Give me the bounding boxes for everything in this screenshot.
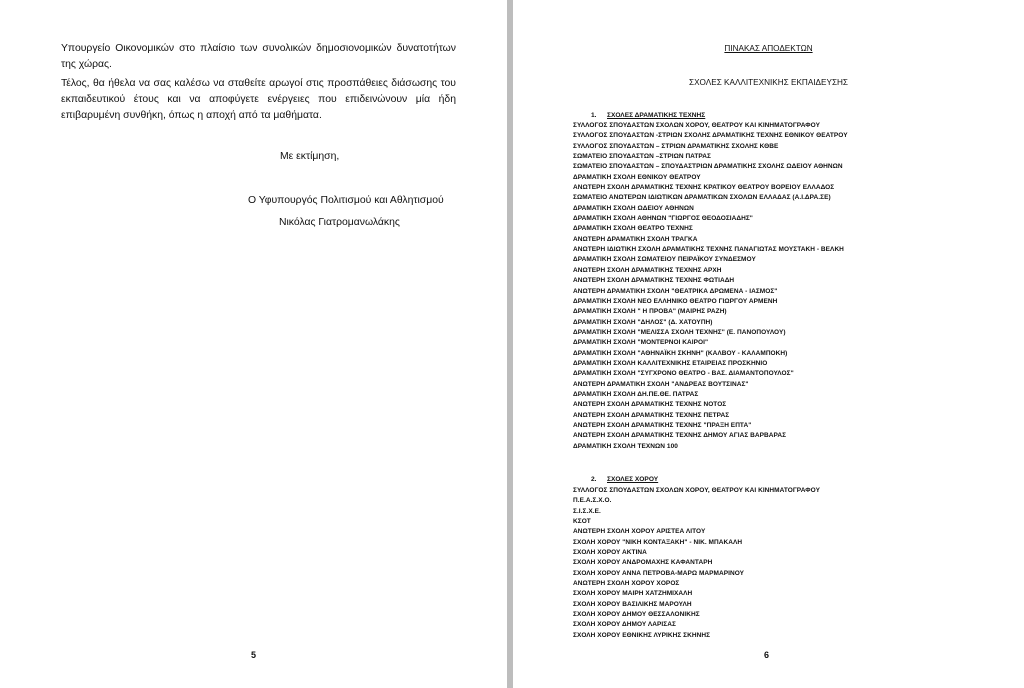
recipient-list-item: ΣΧΟΛΗ ΧΟΡΟΥ ΔΗΜΟΥ ΛΑΡΙΣΑΣ [573, 621, 676, 629]
recipient-list-item: ΣΧΟΛΗ ΧΟΡΟΥ ΜΑΙΡΗ ΧΑΤΖΗΜΙΧΑΛΗ [573, 590, 693, 598]
recipient-list-item: ΔΡΑΜΑΤΙΚΗ ΣΧΟΛΗ ΕΘΝΙΚΟΥ ΘΕΑΤΡΟΥ [573, 173, 701, 181]
drama-schools-list [573, 121, 848, 452]
recipient-list-item: ΑΝΩΤΕΡΗ ΣΧΟΛΗ ΔΡΑΜΑΤΙΚΗΣ ΤΕΧΝΗΣ ΝΟΤΟΣ [573, 401, 727, 409]
section-number: 2. [591, 476, 597, 483]
recipient-list-item: ΔΡΑΜΑΤΙΚΗ ΣΧΟΛΗ ΚΑΛΛΙΤΕΧΝΙΚΗΣ ΕΤΑΙΡΕΙΑΣ ΠΡΟΣΚΗΝΙΟ [573, 359, 768, 367]
recipient-list-item: ΔΡΑΜΑΤΙΚΗ ΣΧΟΛΗ "ΑΘΗΝΑΪΚΗ ΣΚΗΝΗ" (ΚΑΛΒΟΥ - ΚΑΛΑΜΠΟΚΗ) [573, 349, 788, 357]
recipient-list-item: ΑΝΩΤΕΡΗ ΣΧΟΛΗ ΔΡΑΜΑΤΙΚΗΣ ΤΕΧΝΗΣ ΚΡΑΤΙΚΟΥ ΘΕΑΤΡΟΥ ΒΟΡΕΙΟΥ ΕΛΛΑΔΟΣ [573, 184, 835, 192]
recipient-list-item: ΣΧΟΛΗ ΧΟΡΟΥ ΒΑΣΙΛΙΚΗΣ ΜΑΡΟΥΛΗ [573, 600, 692, 608]
page-number-right: 6 [764, 650, 770, 660]
section-number: 1. [591, 112, 597, 119]
recipient-list-item: ΔΡΑΜΑΤΙΚΗ ΣΧΟΛΗ "ΣΥΓΧΡΟΝΟ ΘΕΑΤΡΟ - ΒΑΣ. ΔΙΑΜΑΝΤΟΠΟΥΛΟΣ" [573, 370, 794, 378]
section-title: ΣΧΟΛΕΣ ΧΟΡΟΥ [607, 476, 659, 483]
letter-paragraph-1: Υπουργείο Οικονομικών στο πλαίσιο των συνολικών δημοσιονομικών δυνατοτήτων της χώρας. [61, 43, 456, 70]
signatory-name: Νικόλας Γιατρομανωλάκης [279, 217, 400, 228]
recipients-subtitle: ΣΧΟΛΕΣ ΚΑΛΛΙΤΕΧΝΙΚΗΣ ΕΚΠΑΙΔΕΥΣΗΣ [689, 78, 848, 87]
recipient-list-item: ΔΡΑΜΑΤΙΚΗ ΣΧΟΛΗ "ΜΕΛΙΣΣΑ ΣΧΟΛΗ ΤΕΧΝΗΣ" (Ε. ΠΑΝΟΠΟΥΛΟΥ) [573, 328, 786, 336]
recipient-list-item: ΔΡΑΜΑΤΙΚΗ ΣΧΟΛΗ " Η ΠΡΟΒΑ" (ΜΑΙΡΗΣ ΡΑΖΗ) [573, 308, 727, 316]
recipient-list-item: ΣΧΟΛΗ ΧΟΡΟΥ ΑΝΔΡΟΜΑΧΗΣ ΚΑΦΑΝΤΑΡΗ [573, 559, 713, 567]
letter-closing: Με εκτίμηση, [280, 151, 340, 162]
letter-paragraph-2: Τέλος, θα ήθελα να σας καλέσω να σταθείτε αρωγοί στις προσπάθειες διάσωσης του εκπαιδευτικού έτους και να αποφύγετε ενέργειες που επιδεινώνουν μία ήδη επιβαρυμένη συνθήκη, όπως η αποχή από τα μαθήματα. [61, 78, 456, 121]
recipients-title: ΠΙΝΑΚΑΣ ΑΠΟΔΕΚΤΩΝ [724, 44, 813, 53]
recipient-list-item: ΣΥΛΛΟΓΟΣ ΣΠΟΥΔΑΣΤΩΝ ΣΧΟΛΩΝ ΧΟΡΟΥ, ΘΕΑΤΡΟΥ ΚΑΙ ΚΙΝΗΜΑΤΟΓΡΑΦΟΥ [573, 122, 820, 129]
recipient-list-item: ΑΝΩΤΕΡΗ ΣΧΟΛΗ ΧΟΡΟΥ ΧΟΡΟΣ [573, 580, 680, 588]
recipient-list-item: ΣΥΛΛΟΓΟΣ ΣΠΟΥΔΑΣΤΩΝ – ΣΤΡΙΩΝ ΔΡΑΜΑΤΙΚΗΣ ΣΧΟΛΗΣ ΚΘΒΕ [573, 142, 779, 150]
recipient-list-item: ΑΝΩΤΕΡΗ ΙΔΙΩΤΙΚΗ ΣΧΟΛΗ ΔΡΑΜΑΤΙΚΗΣ ΤΕΧΝΗΣ ΠΑΝΑΓΙΩΤΑΣ ΜΟΥΣΤΑΚΗ - ΒΕΛΚΗ [573, 246, 844, 254]
recipient-list-item: ΣΧΟΛΗ ΧΟΡΟΥ ΕΘΝΙΚΗΣ ΛΥΡΙΚΗΣ ΣΚΗΝΗΣ [573, 631, 711, 639]
recipient-list-item: ΔΡΑΜΑΤΙΚΗ ΣΧΟΛΗ "ΜΟΝΤΕΡΝΟΙ ΚΑΙΡΟΙ" [573, 339, 709, 347]
recipient-list-item: Π.Ε.Α.Σ.Χ.Ο. [573, 497, 612, 505]
recipient-list-item: ΚΣΟΤ [573, 518, 591, 526]
recipient-list-item: ΔΡΑΜΑΤΙΚΗ ΣΧΟΛΗ ΤΕΧΝΩΝ 100 [573, 442, 678, 450]
recipient-list-item: ΣΧΟΛΗ ΧΟΡΟΥ ΑΚΤΙΝΑ [573, 549, 647, 557]
recipient-list-item: ΑΝΩΤΕΡΗ ΔΡΑΜΑΤΙΚΗ ΣΧΟΛΗ "ΘΕΑΤΡΙΚΑ ΔΡΩΜΕΝΑ - ΙΑΣΜΟΣ" [573, 287, 778, 295]
recipient-list-item: ΣΧΟΛΗ ΧΟΡΟΥ ΑΝΝΑ ΠΕΤΡΟΒΑ-ΜΑΡΩ ΜΑΡΜΑΡΙΝΟΥ [573, 569, 745, 577]
recipient-list-item: ΑΝΩΤΕΡΗ ΔΡΑΜΑΤΙΚΗ ΣΧΟΛΗ "ΑΝΔΡΕΑΣ ΒΟΥΤΣΙΝΑΣ" [573, 380, 749, 388]
recipient-list-item: ΔΡΑΜΑΤΙΚΗ ΣΧΟΛΗ ΣΩΜΑΤΕΙΟΥ ΠΕΙΡΑΪΚΟΥ ΣΥΝΔΕΣΜΟΥ [573, 256, 756, 264]
recipient-list-item: ΑΝΩΤΕΡΗ ΣΧΟΛΗ ΔΡΑΜΑΤΙΚΗΣ ΤΕΧΝΗΣ ΦΩΤΙΑΔΗ [573, 277, 735, 285]
recipient-list-item: ΑΝΩΤΕΡΗ ΣΧΟΛΗ ΔΡΑΜΑΤΙΚΗΣ ΤΕΧΝΗΣ "ΠΡΑΞΗ ΕΠΤΑ" [573, 421, 752, 429]
signatory-title: Ο Υφυπουργός Πολιτισμού και Αθλητισμού [248, 195, 444, 206]
section-heading-drama [591, 112, 705, 119]
recipient-list-item: ΣΩΜΑΤΕΙΟ ΣΠΟΥΔΑΣΤΩΝ –ΣΤΡΙΩΝ ΠΑΤΡΑΣ [573, 153, 712, 161]
recipient-list-item: ΔΡΑΜΑΤΙΚΗ ΣΧΟΛΗ ΩΔΕΙΟΥ ΑΘΗΝΩΝ [573, 204, 694, 212]
recipient-list-item: ΣΥΛΛΟΓΟΣ ΣΠΟΥΔΑΣΤΩΝ -ΣΤΡΙΩΝ ΣΧΟΛΗΣ ΔΡΑΜΑΤΙΚΗΣ ΤΕΧΝΗΣ ΕΘΝΙΚΟΥ ΘΕΑΤΡΟΥ [573, 132, 848, 140]
recipient-list-item: ΑΝΩΤΕΡΗ ΣΧΟΛΗ ΔΡΑΜΑΤΙΚΗΣ ΤΕΧΝΗΣ ΑΡΧΗ [573, 266, 722, 274]
recipient-list-item: Σ.Ι.Σ.Χ.Ε. [573, 507, 601, 515]
dance-schools-list [573, 486, 820, 641]
recipient-list-item: ΔΡΑΜΑΤΙΚΗ ΣΧΟΛΗ ΝΕΟ ΕΛΛΗΝΙΚΟ ΘΕΑΤΡΟ ΓΙΩΡΓΟΥ ΑΡΜΕΝΗ [573, 297, 778, 305]
document-page-right [513, 0, 1024, 688]
recipient-list-item: ΔΡΑΜΑΤΙΚΗ ΣΧΟΛΗ ΔΗ.ΠΕ.ΘΕ. ΠΑΤΡΑΣ [573, 390, 699, 398]
section-heading-dance [591, 476, 658, 483]
recipient-list-item: ΑΝΩΤΕΡΗ ΣΧΟΛΗ ΔΡΑΜΑΤΙΚΗΣ ΤΕΧΝΗΣ ΠΕΤΡΑΣ [573, 411, 730, 419]
section-title: ΣΧΟΛΕΣ ΔΡΑΜΑΤΙΚΗΣ ΤΕΧΝΗΣ [607, 112, 706, 119]
recipient-list-item: ΑΝΩΤΕΡΗ ΔΡΑΜΑΤΙΚΗ ΣΧΟΛΗ ΤΡΑΓΚΑ [573, 235, 698, 243]
recipient-list-item: ΔΡΑΜΑΤΙΚΗ ΣΧΟΛΗ ΘΕΑΤΡΟ ΤΕΧΝΗΣ [573, 225, 693, 233]
recipient-list-item: ΣΥΛΛΟΓΟΣ ΣΠΟΥΔΑΣΤΩΝ ΣΧΟΛΩΝ ΧΟΡΟΥ, ΘΕΑΤΡΟΥ ΚΑΙ ΚΙΝΗΜΑΤΟΓΡΑΦΟΥ [573, 487, 820, 494]
recipient-list-item: ΣΩΜΑΤΕΙΟ ΑΝΩΤΕΡΩΝ ΙΔΙΩΤΙΚΩΝ ΔΡΑΜΑΤΙΚΩΝ ΣΧΟΛΩΝ ΕΛΛΑΔΑΣ (Α.Ι.ΔΡΑ.ΣΕ) [573, 194, 831, 202]
page-number-left: 5 [251, 650, 257, 660]
recipient-list-item: ΣΩΜΑΤΕΙΟ ΣΠΟΥΔΑΣΤΩΝ – ΣΠΟΥΔΑΣΤΡΙΩΝ ΔΡΑΜΑΤΙΚΗΣ ΣΧΟΛΗΣ ΩΔΕΙΟΥ ΑΘΗΝΩΝ [573, 163, 843, 171]
recipient-list-item: ΑΝΩΤΕΡΗ ΣΧΟΛΗ ΧΟΡΟΥ ΑΡΙΣΤΕΑ ΛΙΤΟΥ [573, 528, 706, 536]
recipient-list-item: ΔΡΑΜΑΤΙΚΗ ΣΧΟΛΗ ΑΘΗΝΩΝ "ΓΙΩΡΓΟΣ ΘΕΟΔΟΣΙΑΔΗΣ" [573, 215, 753, 223]
document-page-left [0, 0, 507, 688]
recipient-list-item: ΣΧΟΛΗ ΧΟΡΟΥ "ΝΙΚΗ ΚΟΝΤΑΞΑΚΗ" - ΝΙΚ. ΜΠΑΚΑΛΗ [573, 538, 743, 546]
recipient-list-item: ΔΡΑΜΑΤΙΚΗ ΣΧΟΛΗ "ΔΗΛΟΣ" (Δ. ΧΑΤΟΥΠΗ) [573, 318, 713, 326]
recipient-list-item: ΣΧΟΛΗ ΧΟΡΟΥ ΔΗΜΟΥ ΘΕΣΣΑΛΟΝΙΚΗΣ [573, 611, 700, 619]
recipient-list-item: ΑΝΩΤΕΡΗ ΣΧΟΛΗ ΔΡΑΜΑΤΙΚΗΣ ΤΕΧΝΗΣ ΔΗΜΟΥ ΑΓΙΑΣ ΒΑΡΒΑΡΑΣ [573, 432, 787, 440]
